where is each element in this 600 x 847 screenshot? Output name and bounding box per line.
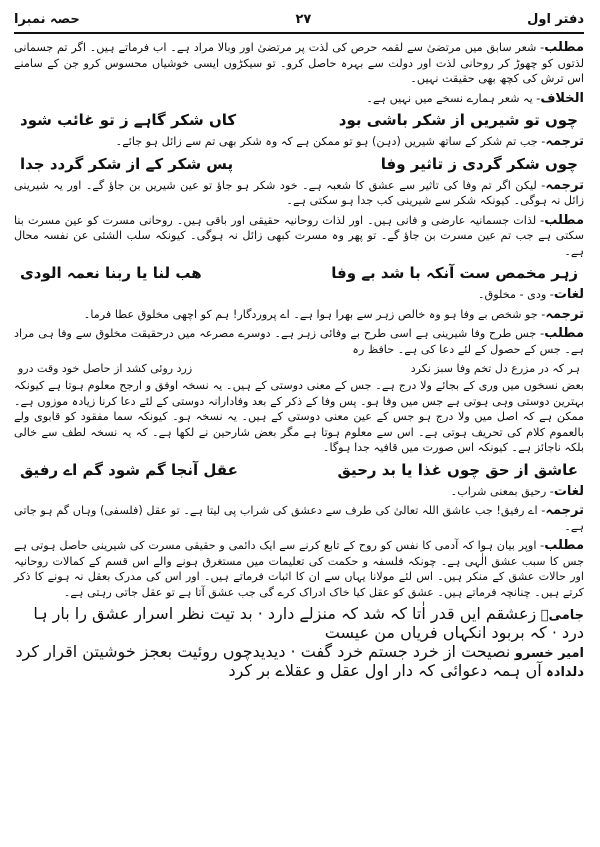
poet-name: دلدادہ bbox=[541, 665, 584, 680]
paragraph-text: - اے رفیق! جب عاشق اللہ تعالیٰ کی طرف سے دعشق کی شراب پی لیتا ہے۔ تو عقل (فلسفی) وہاں گم ہو جاتی ہے۔ bbox=[14, 504, 584, 533]
quoted-couplet bbox=[18, 361, 580, 376]
paragraph-heading: ترجمہ bbox=[545, 306, 584, 322]
paragraph-text: - ودی - مخلوق۔ bbox=[478, 288, 554, 301]
paragraph bbox=[14, 307, 584, 323]
paragraph-heading: لغات bbox=[553, 483, 584, 499]
header-rule bbox=[14, 32, 584, 34]
paragraph bbox=[14, 484, 584, 500]
stanza-line: دیدیدچوں روئیت بعجز خوشیتن اقرار کرد bbox=[15, 642, 286, 661]
verse-couplet bbox=[20, 110, 578, 130]
paragraph-text: - یہ شعر ہمارے نسخے میں نہیں ہے۔ bbox=[366, 91, 541, 105]
verse-second-hemistich: ھب لنا یا ربنا نعمہ الودی bbox=[20, 264, 202, 282]
verse-first-hemistich: چوں شکر گردی ز تاثیر وفا bbox=[380, 154, 578, 173]
paragraph-heading: مطلب bbox=[544, 326, 584, 341]
paragraph-text: - اوپر بیان ہوا کہ آدمی کا نفس کو روح کے تابع کرنے سے ایک دائمی و حقیقی مسرت کی شیرینی حاصل ہوتی ہے جس کا سبب عشق الٰہی ہے۔ چونکہ فلسفہ و حکمت کی تعلیمات میں مستغرق ہونے والے اس قسم کے کمالات روحانیہ اور حالات عشق کے منکر ہیں۔ اس لئے مولانا یہاں سے ان کا اثبات فرماتے ہیں۔ اور اس کی مدرک بعقل نہ ہونے کا ذکر کرتے ہیں۔ چنانچہ فرماتے ہیں۔ عشق کو عقل کیا خاک ادراک کرے گی جب عشق آتا ہے تو عقل جاتی رہتی ہے۔ bbox=[14, 539, 584, 599]
paragraph-heading: مطلب bbox=[544, 40, 584, 55]
couplet-first-hemistich: ہر کہ در مزرع دل تخم وفا سبز نکرد bbox=[410, 362, 580, 375]
stanza-line: آں ہمہ دعوائی کہ دار اول عقل و عقلاے بر کرد bbox=[228, 661, 542, 680]
paragraph-heading: ترجمہ bbox=[545, 134, 584, 149]
paragraph-heading: لغات bbox=[553, 287, 584, 302]
verse-first-hemistich: چوں تو شیریں از شکر باشی بود bbox=[338, 111, 578, 129]
paragraph bbox=[14, 178, 584, 209]
verse-second-hemistich: عقل آنجا گم شود گم اے رفیق bbox=[20, 460, 238, 479]
paragraph bbox=[14, 326, 584, 357]
paragraph-heading: مطلب bbox=[544, 538, 584, 553]
paragraph bbox=[14, 213, 584, 260]
paragraph-text: - لیکن اگر تم وفا کی تاثیر سے عشق کا شعبہ ہے۔ خود شکر ہو جاؤ تو عین شیریں بن جاؤ گے۔ اور یہ شیرینی زائل نہ ہوگی۔ کیونکہ شکر سے شیرینی کب جدا ہو سکتی ہے۔ bbox=[14, 178, 584, 207]
book-title: دفتر اول bbox=[527, 11, 584, 27]
verse-couplet bbox=[20, 263, 578, 283]
paragraph bbox=[14, 287, 584, 303]
section-label: حصہ نمبرا bbox=[14, 11, 80, 27]
verse-second-hemistich: پس شکر کے از شکر گردد جدا bbox=[20, 154, 234, 173]
paragraph-text: - جب تم شکر کے ساتھ شیریں (دہن) ہو تو ممکن ہے کہ وہ شکر بھی تم سے زائل ہو جائے۔ bbox=[115, 135, 546, 148]
verse-first-hemistich: زہر مخمص ست آنکہ با شد بے وفا bbox=[331, 264, 578, 282]
paragraph-heading: مطلب bbox=[544, 212, 584, 228]
poet-stanza bbox=[14, 661, 584, 680]
paragraph-heading: ترجمہ bbox=[545, 503, 584, 518]
paragraph-text: بعض نسخوں میں وری کے بجائے ولا درج ہے۔ جس کے معنی دوستی کے ہیں۔ یہ نسخہ اوفق و ارجح معلوم ہوتا ہے کیونکہ بہترین دوستی وہی ہوتی ہے جس میں وفا ہو۔ پس وفا کے ذکر کے بعد وفادارانہ دوستی کے لئے دعا کرنا زیادہ موزوں ہے۔ ممکن ہے کہ اصل میں ولا درج ہو جس کے عین معنی دوستی کے ہیں۔ یہ نسخہ ہو۔ کیونکہ سما مفقود کو قابوی ولے بالعموم کلام کی تحریف ہوتی ہے۔ اس سے معلوم ہوتا ہے مگر بعض شارحین نے لکھا ہے۔ کہ یہ نسخہ لطف سے خالی بلکہ ناجائز ہے۔ کیونکہ اس صورت میں قافیہ جدا ہوگا۔ bbox=[14, 379, 584, 454]
poet-name: جامیؒ bbox=[536, 608, 584, 623]
paragraph-heading: الخلاف bbox=[540, 90, 584, 106]
paragraph bbox=[14, 538, 584, 600]
page-body bbox=[14, 40, 584, 680]
page-header bbox=[14, 8, 584, 30]
paragraph bbox=[14, 134, 584, 150]
paragraph bbox=[14, 503, 584, 534]
verse-couplet bbox=[20, 460, 578, 480]
poet-stanza: امیر خسرو نصیحت از خرد جستم خرد گفت · دیدیدچوں روئیت بعجز خوشیتن اقرار کرد bbox=[15, 642, 584, 661]
paragraph-text: - جس طرح وفا شیرینی ہے اسی طرح بے وفائی زہر ہے۔ دوسرے مصرعہ میں درحقیقت مخلوق سے وفا ہی مراد ہے۔ جس کے حصول کے لئے دعا کی ہے۔ حافظ رہ bbox=[14, 327, 584, 356]
paragraph-text: - لذات جسمانیہ عارضی و فانی ہیں۔ اور لذات روحانیہ حقیقی اور باقی ہیں۔ روحانی مسرت کو عین مسرت بنا سکتی ہے جب تم عین مسرت بن جاؤ گے۔ تو پھر وہ مسرت کبھی زائل نہ ہوگی۔ کیونکہ سلب الشئی عن نفسہ محال ہے۔ bbox=[14, 213, 584, 258]
paragraph-text: - شعر سابق میں مرتضیٰ سے لقمہ حرص کی لذت پر مرتضیٰ اور وبالا مراد ہے۔ اب فرماتے ہیں۔ اگر تم جسمانی لذتوں کو چھوڑ کر روحانی لذت اور دولت سے بہرہ حاصل کرو۔ تو سیکڑوں ایسی خوشیاں محسوس کرو جن کے سامنے اس ترش کی کچھ بھی حقیقت نہیں۔ bbox=[14, 41, 584, 85]
couplet-second-hemistich: زرد روئی کشد از حاصل خود وقت درو bbox=[18, 362, 193, 375]
paragraph bbox=[14, 378, 584, 456]
stanza-line: بد تیت نظر اسرار عشق را بار ہا درد bbox=[33, 604, 584, 642]
verse-first-hemistich: عاشق از حق چوں غذا یا بد رحیق bbox=[337, 460, 578, 479]
page-number: ۲۷ bbox=[295, 11, 312, 27]
poet-stanza: جامیؒ زعشقم ایں قدر اٰتا کہ شد کہ منزلے دارد · بد تیت نظر اسرار عشق را بار ہا درد · کہ بربود انکہاں فریاں من عیست bbox=[33, 604, 584, 642]
stanza-line: نصیحت از خرد جستم خرد گفت bbox=[300, 642, 511, 661]
poet-name: امیر خسرو bbox=[510, 646, 584, 661]
paragraph-text: - رحیق بمعنی شراب۔ bbox=[450, 484, 554, 498]
paragraph-heading: ترجمہ bbox=[545, 177, 584, 193]
verse-couplet bbox=[20, 154, 578, 174]
paragraph-text: - جو شخص بے وفا ہو وہ خالص زہر سے بھرا ہوا ہے۔ اے پروردگار! ہم کو اچھی مخلوق عطا فرما۔ bbox=[83, 307, 546, 321]
paragraph bbox=[14, 91, 584, 107]
paragraph bbox=[14, 40, 584, 87]
stanza-line: کہ بربود انکہاں فریاں من عیست bbox=[324, 623, 547, 642]
verse-second-hemistich: کاں شکر گاہے ز تو غائب شود bbox=[20, 111, 237, 129]
stanza-line: زعشقم ایں قدر اٰتا کہ شد کہ منزلے دارد bbox=[267, 604, 537, 623]
